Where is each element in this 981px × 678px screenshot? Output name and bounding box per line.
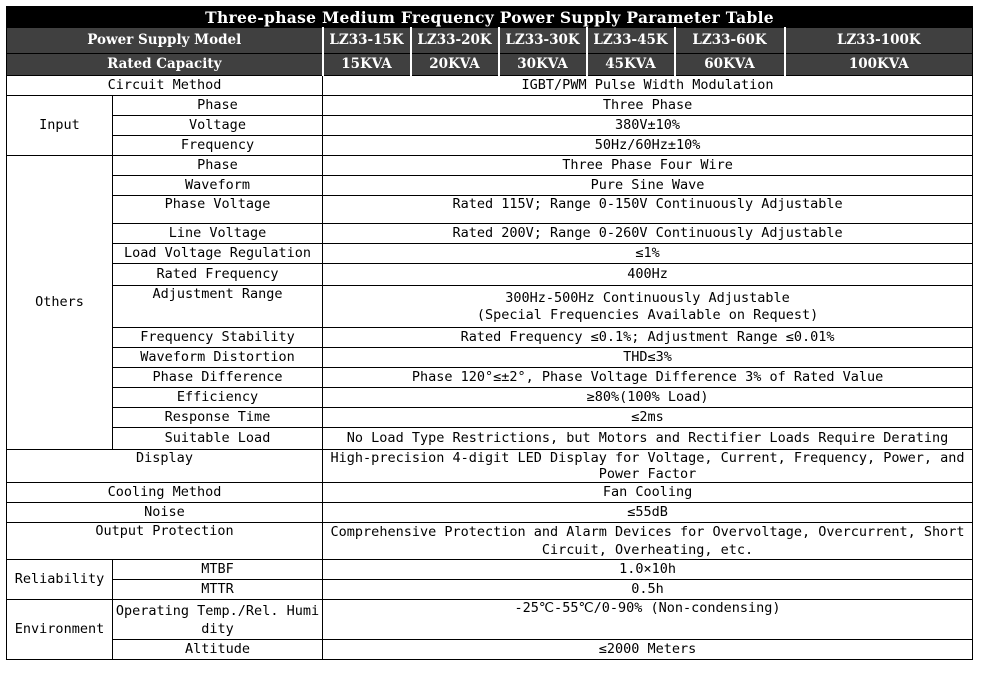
table-title-row bbox=[7, 7, 973, 28]
param-value: THD≤3% bbox=[323, 348, 973, 368]
param-label: MTTR bbox=[113, 580, 323, 600]
protection-row bbox=[7, 523, 973, 560]
param-value: 380V±10% bbox=[323, 116, 973, 136]
capacity-cell: 20KVA bbox=[411, 54, 499, 76]
capacity-cell: 100KVA bbox=[785, 54, 973, 76]
param-label: Line Voltage bbox=[113, 224, 323, 244]
circuit-row bbox=[7, 76, 973, 96]
param-label: Cooling Method bbox=[7, 483, 323, 503]
param-value: ≤2ms bbox=[323, 408, 973, 428]
param-value: -25℃-55℃/0-90% (Non-condensing) bbox=[323, 600, 973, 640]
param-value: Pure Sine Wave bbox=[323, 176, 973, 196]
table-row bbox=[7, 116, 973, 136]
table-row bbox=[7, 196, 973, 224]
param-value: Fan Cooling bbox=[323, 483, 973, 503]
param-label: Frequency Stability bbox=[113, 328, 323, 348]
param-label: MTBF bbox=[113, 560, 323, 580]
param-value: ≤1% bbox=[323, 244, 973, 264]
table-row bbox=[7, 176, 973, 196]
param-label: Display bbox=[7, 450, 323, 483]
table-row bbox=[7, 156, 973, 176]
param-label: Rated Frequency bbox=[113, 264, 323, 286]
capacity-cell: 30KVA bbox=[499, 54, 587, 76]
group-label-environment: Environment bbox=[7, 600, 113, 660]
param-label: Altitude bbox=[113, 640, 323, 660]
model-cell: LZ33-30K bbox=[499, 28, 587, 54]
param-label: Operating Temp./Rel. Humidity bbox=[113, 600, 323, 640]
model-cell: LZ33-45K bbox=[587, 28, 675, 54]
param-label: Voltage bbox=[113, 116, 323, 136]
param-value: 400Hz bbox=[323, 264, 973, 286]
param-value bbox=[323, 286, 973, 328]
table-row bbox=[7, 136, 973, 156]
cooling-row bbox=[7, 483, 973, 503]
param-label: Noise bbox=[7, 503, 323, 523]
param-value: Rated 200V; Range 0-260V Continuously Adjustable bbox=[323, 224, 973, 244]
param-value: Three Phase bbox=[323, 96, 973, 116]
param-value: Rated Frequency ≤0.1%; Adjustment Range ≤0.01% bbox=[323, 328, 973, 348]
capacity-cell: 15KVA bbox=[323, 54, 411, 76]
parameter-table bbox=[6, 6, 973, 660]
param-value: Three Phase Four Wire bbox=[323, 156, 973, 176]
param-value-line: 300Hz-500Hz Continuously Adjustable bbox=[505, 289, 790, 306]
group-label-input: Input bbox=[7, 96, 113, 156]
model-cell: LZ33-20K bbox=[411, 28, 499, 54]
table-row bbox=[7, 408, 973, 428]
table-row bbox=[7, 640, 973, 660]
param-label: Phase bbox=[113, 96, 323, 116]
table-row bbox=[7, 580, 973, 600]
param-label: Phase bbox=[113, 156, 323, 176]
model-row bbox=[7, 28, 973, 54]
model-label: Power Supply Model bbox=[7, 28, 323, 54]
param-value-line: (Special Frequencies Available on Request) bbox=[476, 306, 819, 323]
table-row bbox=[7, 368, 973, 388]
capacity-label: Rated Capacity bbox=[7, 54, 323, 76]
param-value: Phase 120°≤±2°, Phase Voltage Difference 3% of Rated Value bbox=[323, 368, 973, 388]
model-cell: LZ33-60K bbox=[675, 28, 785, 54]
param-label: Waveform bbox=[113, 176, 323, 196]
model-cell: LZ33-100K bbox=[785, 28, 973, 54]
spec-table-container bbox=[6, 6, 972, 660]
param-label: Frequency bbox=[113, 136, 323, 156]
table-row bbox=[7, 224, 973, 244]
param-value: 0.5h bbox=[323, 580, 973, 600]
group-label-others: Others bbox=[7, 156, 113, 450]
param-label: Phase Voltage bbox=[113, 196, 323, 224]
table-row bbox=[7, 428, 973, 450]
table-title: Three-phase Medium Frequency Power Supply Parameter Table bbox=[7, 7, 973, 28]
param-label: Load Voltage Regulation bbox=[113, 244, 323, 264]
param-label: Circuit Method bbox=[7, 76, 323, 96]
param-label: Response Time bbox=[113, 408, 323, 428]
noise-row bbox=[7, 503, 973, 523]
param-label: Suitable Load bbox=[113, 428, 323, 450]
param-value: Rated 115V; Range 0-150V Continuously Adjustable bbox=[323, 196, 973, 224]
param-label: Adjustment Range bbox=[113, 286, 323, 328]
table-row bbox=[7, 96, 973, 116]
param-value: ≤2000 Meters bbox=[323, 640, 973, 660]
table-row bbox=[7, 388, 973, 408]
param-label: Phase Difference bbox=[113, 368, 323, 388]
table-row bbox=[7, 328, 973, 348]
table-row bbox=[7, 264, 973, 286]
param-value: IGBT/PWM Pulse Width Modulation bbox=[323, 76, 973, 96]
group-label-reliability: Reliability bbox=[7, 560, 113, 600]
capacity-cell: 60KVA bbox=[675, 54, 785, 76]
param-value: 1.0×10h bbox=[323, 560, 973, 580]
table-row bbox=[7, 348, 973, 368]
param-label: Waveform Distortion bbox=[113, 348, 323, 368]
param-value: High-precision 4-digit LED Display for Voltage, Current, Frequency, Power, and Power Factor bbox=[323, 450, 973, 483]
table-row bbox=[7, 244, 973, 264]
display-row bbox=[7, 450, 973, 483]
model-cell: LZ33-15K bbox=[323, 28, 411, 54]
table-row bbox=[7, 600, 973, 640]
capacity-cell: 45KVA bbox=[587, 54, 675, 76]
table-row bbox=[7, 286, 973, 328]
table-row bbox=[7, 560, 973, 580]
param-value: No Load Type Restrictions, but Motors and Rectifier Loads Require Derating bbox=[323, 428, 973, 450]
param-value: Comprehensive Protection and Alarm Devices for Overvoltage, Overcurrent, Short Circuit, Overheating, etc. bbox=[323, 523, 973, 560]
param-value: ≤55dB bbox=[323, 503, 973, 523]
param-value: 50Hz/60Hz±10% bbox=[323, 136, 973, 156]
param-label: Efficiency bbox=[113, 388, 323, 408]
capacity-row bbox=[7, 54, 973, 76]
param-label: Output Protection bbox=[7, 523, 323, 560]
param-value: ≥80%(100% Load) bbox=[323, 388, 973, 408]
